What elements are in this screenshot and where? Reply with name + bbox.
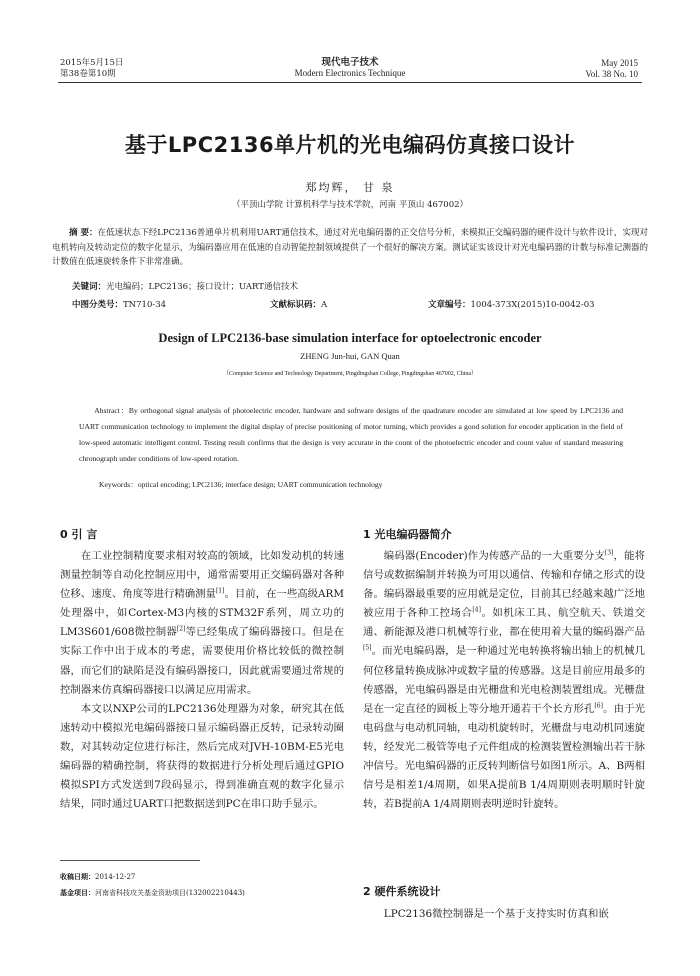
keywords-cn xyxy=(72,280,648,292)
footnote-received xyxy=(60,872,135,882)
received-date: 2014-12-27 xyxy=(95,873,136,881)
header-center xyxy=(200,57,500,79)
abstract-cn-label: 摘 要： xyxy=(69,228,98,238)
abstract-en xyxy=(79,403,623,467)
citation-1: [1] xyxy=(215,587,225,595)
section-0-paragraph-1 xyxy=(60,547,344,700)
fund-label: 基金项目： xyxy=(60,888,95,897)
affiliation-cn: （平顶山学院 计算机科学与技术学院，河南 平顶山 467002） xyxy=(231,200,469,210)
clc-number xyxy=(72,298,166,310)
document-code xyxy=(270,298,327,310)
s0-p1-text-a: 在工业控制精度要求相对较高的领域，比如发动机的转速测量控制等自动化控制应用中，通常需要用正交编码器对各种位移、速度、角度等进行精确测量 xyxy=(60,550,344,601)
section-2-body xyxy=(363,905,645,924)
fund-text: 河南省科技攻关基金资助项目(132002210443) xyxy=(95,889,245,897)
s1-text-e: 。由于光电码盘与电动机同轴，电动机旋转时，光栅盘与电动机同速旋转，经发光二极管等电子元件组成的检测装置检测输出若干脉冲信号。光电编码器的正反转判断信号如图1所示。A、B两相信号是相差1/4周期，如果A提前B 1/4周期则表明顺时针旋转，若B提前A 1/4周期则表明逆时针旋转。 xyxy=(363,702,645,811)
journal-name-cn: 现代电子技术 xyxy=(321,57,379,68)
header-rule xyxy=(58,82,642,83)
document-code-label: 文献标识码： xyxy=(270,300,322,310)
header-volume-cn: 第38卷第10期 xyxy=(60,69,116,79)
footnote-rule xyxy=(60,860,200,861)
authors-cn: 郑均辉， 甘 泉 xyxy=(305,181,395,194)
abstract-en-text: By orthogonal signal analysis of photoelectric encoder, hardware and software designs of the quadrature encoder are simulated at low speed by LPC2136 and UART communication technology to implement the digital display of precise positioning of motor turning, which provides a good solution for encoder application in the field of low-speed automatic intelligent control. Testing result confirms that the design is very accurate in the count of the photoelectric encoder and count value of standard measuring chronograph under conditions of low-speed rotation. xyxy=(79,406,623,463)
s1-text-d: 。而光电编码器，是一种通过光电转换将输出轴上的机械几何位移量转换成脉冲或数字量的传感器。这是目前应用最多的传感器，光电编码器是由光栅盘和光电检测装置组成。光栅盘是在一定直径的圆板上等分地开通若干个长方形孔 xyxy=(363,645,645,715)
keywords-en xyxy=(99,479,619,490)
abstract-cn-text: 在低速状态下经LPC2136普通单片机利用UART通信技术，通过对光电编码器的正交信号分析，来模拟正交编码器的硬件设计与软件设计，实现对电机转向及转动定位的数字化显示，为编码器应用在低速的自动智能控制领域提供了一个很好的解决方案。测试证实该设计对光电编码器的计数与标准记测器的计数值在低速旋转条件下非常准确。 xyxy=(52,228,648,268)
article-number-label: 文章编号： xyxy=(428,300,471,310)
section-0-heading: 0 引 言 xyxy=(60,528,98,541)
abstract-en-label: Abstract： xyxy=(94,406,129,415)
s0-p1-text-c: 等已经集成了编码器接口。但是在实际工作中出于成本的考虑，需要使用价格比较低的微控制器，而它们的缺陷是没有编码器接口，因此就需要通过常规的控制器来仿真编码器接口以满足应用需求。 xyxy=(60,626,345,696)
header-volume-en: Vol. 38 No. 10 xyxy=(585,69,638,79)
header-right xyxy=(585,58,638,80)
s0-p1-text-b: 。目前，在一些高级ARM处理器中，如Cortex-M3内核的STM32F系列，周立功的LM3S601/608微控制器 xyxy=(60,588,344,639)
keywords-en-text: optical encoding; LPC2136; interface design; UART communication technology xyxy=(137,480,383,489)
keywords-cn-label: 关键词： xyxy=(72,282,107,292)
section-2-paragraph-1: LPC2136微控制器是一个基于支持实时仿真和嵌 xyxy=(383,908,609,920)
section-1-body xyxy=(363,547,645,814)
section-1-paragraph-1 xyxy=(363,547,645,814)
keywords-cn-text: 光电编码；LPC2136；接口设计；UART通信技术 xyxy=(106,282,298,292)
footnote-fund xyxy=(60,888,245,898)
paper-title-en: Design of LPC2136-base simulation interface for optoelectronic encoder xyxy=(158,331,542,345)
section-1-heading: 1 光电编码器简介 xyxy=(363,528,452,541)
citation-6: [6] xyxy=(594,702,603,710)
journal-name-en: Modern Electronics Technique xyxy=(294,68,406,78)
section-2-heading: 2 硬件系统设计 xyxy=(363,885,441,898)
paper-title-cn: 基于LPC2136单片机的光电编码仿真接口设计 xyxy=(124,133,576,157)
article-number-value: 1004-373X(2015)10-0042-03 xyxy=(470,300,595,310)
document-code-value: A xyxy=(321,300,328,310)
citation-2: [2] xyxy=(176,625,186,633)
section-0-paragraph-2: 本文以NXP公司的LPC2136处理器为对象，研究其在低速转动中模拟光电编码器接口显示编码器正反转，记录转动圈数，对其转动定位进行标注，然后完成对JVH-10BM-E5光电编码器的精确控制，将获得的数据进行分析处理后通过GPIO模拟SPI方式发送到7段码显示，得到准确直观的数字化显示结果，同时通过UART口把数据送到PC在串口助手显示。 xyxy=(60,702,344,811)
s1-text-a: 编码器(Encoder)作为传感产品的一大重要分支 xyxy=(383,550,605,562)
section-0-body xyxy=(60,547,344,814)
clc-value: TN710-34 xyxy=(123,300,167,310)
affiliation-en: （Computer Science and Technology Department, Pingdingshan College, Pingdingshan 467002, China） xyxy=(222,371,478,377)
clc-label: 中图分类号： xyxy=(72,300,124,310)
abstract-cn xyxy=(52,226,648,270)
keywords-en-label: Keywords： xyxy=(99,480,138,489)
header-date-cn: 2015年5月15日 xyxy=(60,58,124,68)
citation-4: [4] xyxy=(472,606,481,614)
received-label: 收稿日期： xyxy=(60,872,95,881)
citation-3: [3] xyxy=(604,549,614,557)
authors-en: ZHENG Jun-hui, GAN Quan xyxy=(300,351,400,361)
s1-text-b: ，能将信号或数据编制并转换为可用以通信、传输和存储之形式的设备。编码器最重要的应用就是定位，目前其已经越来越广泛地被应用于各种工控场合 xyxy=(363,550,646,620)
article-number xyxy=(428,298,595,310)
citation-5: [5] xyxy=(363,645,372,652)
s1-text-c: 。如机床工具、航空航天、铁道交通、新能源及港口机械等行业，都在使用着大量的编码器产品 xyxy=(363,607,646,639)
header-left xyxy=(60,58,123,80)
header-date-en: May 2015 xyxy=(601,58,638,68)
